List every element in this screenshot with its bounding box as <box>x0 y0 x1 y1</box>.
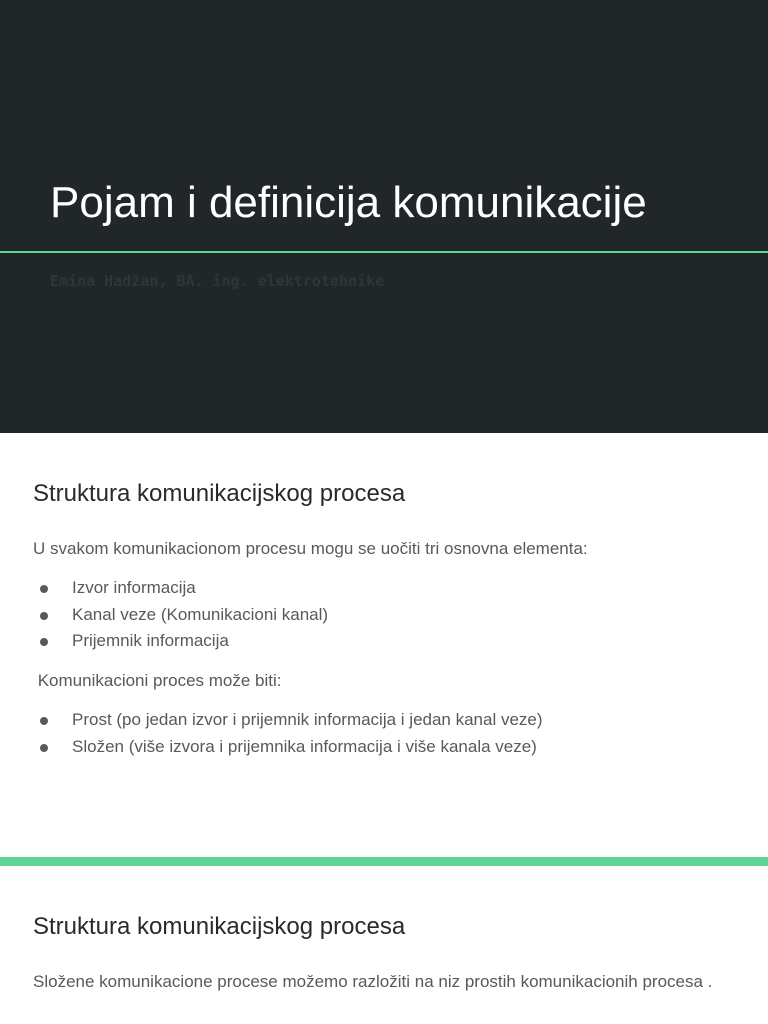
slide-divider <box>0 857 768 866</box>
bullet-icon <box>40 638 48 646</box>
elements-intro: U svakom komunikacionom procesu mogu se uočiti tri osnovna elementa: <box>33 539 588 558</box>
list-item-text: Prost (po jedan izvor i prijemnik informacija i jedan kanal veze) <box>72 710 543 729</box>
author-subtitle: Emina Hadžan, BA. ing. elektrotehnike <box>50 272 385 290</box>
title-underline <box>0 251 768 253</box>
bullet-icon <box>40 585 48 593</box>
presentation-title: Pojam i definicija komunikacije <box>50 178 647 227</box>
list-item-text: Složen (više izvora i prijemnika informacija i više kanala veze) <box>72 736 537 756</box>
list-item-text: Izvor informacija <box>72 578 196 597</box>
slide-1-heading: Struktura komunikacijskog procesa <box>33 480 406 507</box>
list-item-text: Prijemnik informacija <box>72 631 229 650</box>
list-item-text: Kanal veze (Komunikacioni kanal) <box>72 604 329 624</box>
slide-2-heading: Struktura komunikacijskog procesa <box>33 913 406 940</box>
process-intro: Komunikacioni proces može biti: <box>33 671 282 690</box>
bullet-icon <box>40 612 48 620</box>
content-slide-1 <box>0 433 768 857</box>
bullet-icon <box>40 744 48 752</box>
bullet-icon <box>40 717 48 725</box>
content-slide-2 <box>0 866 768 1024</box>
slide-2-text: Složene komunikacione procese možemo razložiti na niz prostih komunikacionih procesa . <box>33 972 713 991</box>
title-slide <box>0 0 768 433</box>
